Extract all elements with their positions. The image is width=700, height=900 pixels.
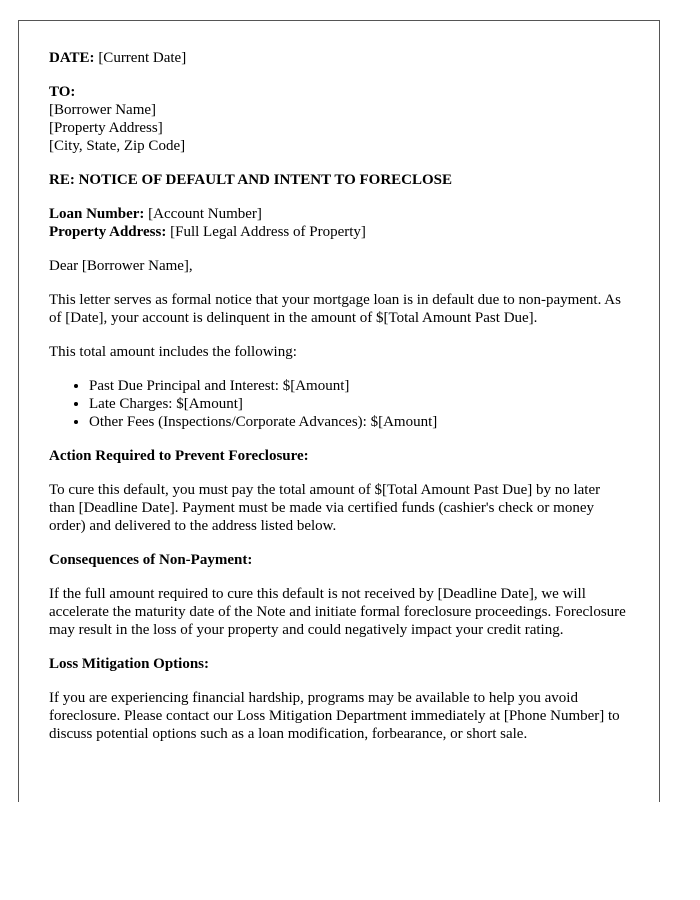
recipient-block xyxy=(49,83,629,155)
recipient-name: [Borrower Name] xyxy=(49,102,157,118)
list-item: • Other Fees (Inspections/Corporate Advances): $[Amount] xyxy=(89,413,629,431)
intro-paragraph: This letter serves as formal notice that your mortgage loan is in default due to non-payment. As of [Date], your account is delinquent in the amount of $[Total Amount Past Due]. xyxy=(49,292,621,326)
recipient-address: [Property Address] xyxy=(49,120,163,136)
date-line xyxy=(49,49,629,67)
includes-intro: This total amount includes the following: xyxy=(49,344,297,360)
property-address-line xyxy=(49,223,629,241)
loan-number-line xyxy=(49,205,629,223)
to-label: TO: xyxy=(49,84,76,100)
section-heading-consequences: Consequences of Non-Payment: xyxy=(49,552,253,568)
loan-number-value: [Account Number] xyxy=(148,206,262,222)
amount-breakdown-list xyxy=(49,377,629,431)
subject-line: RE: NOTICE OF DEFAULT AND INTENT TO FORECLOSE xyxy=(49,172,453,188)
list-item: • Past Due Principal and Interest: $[Amount] xyxy=(89,377,629,395)
letter-page xyxy=(18,20,660,802)
salutation: Dear [Borrower Name], xyxy=(49,258,193,274)
date-value: [Current Date] xyxy=(98,50,187,66)
section-body-consequences: If the full amount required to cure this default is not received by [Deadline Date], we will accelerate the maturity date of the Note and initiate formal foreclosure proceedings. Foreclosure may result in the loss of your property and could negatively impact your credit rating. xyxy=(49,586,626,638)
property-address-label: Property Address: xyxy=(49,224,167,240)
recipient-city: [City, State, Zip Code] xyxy=(49,138,186,154)
date-label: DATE: xyxy=(49,50,95,66)
list-item: • Late Charges: $[Amount] xyxy=(89,395,629,413)
section-heading-action: Action Required to Prevent Foreclosure: xyxy=(49,448,309,464)
loan-number-label: Loan Number: xyxy=(49,206,145,222)
property-address-value: [Full Legal Address of Property] xyxy=(170,224,366,240)
loan-details xyxy=(49,205,629,241)
section-body-loss-mitigation: If you are experiencing financial hardship, programs may be available to help you avoid foreclosure. Please contact our Loss Mitigation Department immediately at [Phone Number] to discuss potential options such as a loan modification, forbearance, or short sale. xyxy=(49,690,620,742)
section-body-action: To cure this default, you must pay the total amount of $[Total Amount Past Due] by no later than [Deadline Date]. Payment must be made via certified funds (cashier's check or money order) and delivered to the address listed below. xyxy=(49,482,601,534)
section-heading-loss-mitigation: Loss Mitigation Options: xyxy=(49,656,210,672)
